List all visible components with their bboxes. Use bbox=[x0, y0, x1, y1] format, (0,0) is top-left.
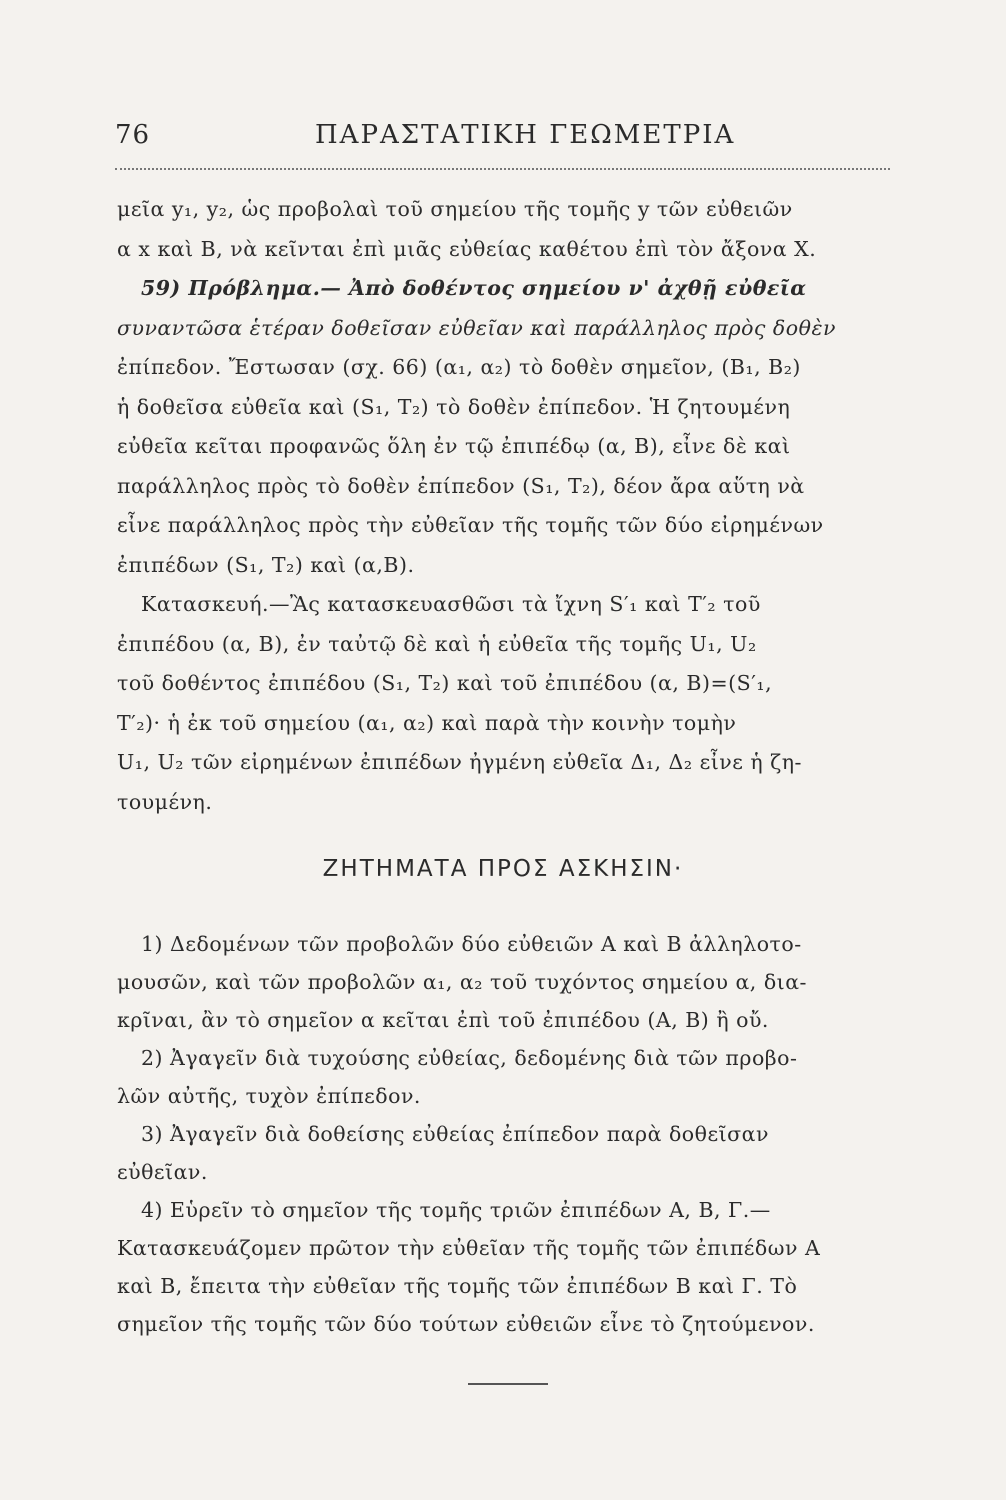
exercise-line: 4) Εὑρεῖν τὸ σημεῖον τῆς τομῆς τριῶν ἐπιπέδων A, B, Γ.— bbox=[141, 1198, 771, 1222]
end-rule bbox=[468, 1383, 548, 1385]
exercise-line: λῶν αὐτῆς, τυχὸν ἐπίπεδον. bbox=[117, 1084, 421, 1108]
exercise-line: σημεῖον τῆς τομῆς τῶν δύο τούτων εὐθειῶν εἶνε τὸ ζητούμενον. bbox=[117, 1312, 815, 1336]
main-text bbox=[117, 190, 907, 822]
text-line: μεῖα y₁, y₂, ὡς προβολαὶ τοῦ σημείου τῆς τομῆς y τῶν εὐθειῶν bbox=[117, 197, 793, 221]
exercise-line: Κατασκευάζομεν πρῶτον τὴν εὐθεῖαν τῆς τομῆς τῶν ἐπιπέδων A bbox=[117, 1236, 821, 1260]
text-line: τουμένη. bbox=[117, 789, 213, 814]
text-line: συναντῶσα ἑτέραν δοθεῖσαν εὐθεῖαν καὶ παράλληλος πρὸς δοθὲν bbox=[117, 315, 836, 340]
exercise-line: μουσῶν, καὶ τῶν προβολῶν α₁, α₂ τοῦ τυχόντος σημείου α, δια- bbox=[117, 970, 807, 994]
text-line: ἐπιπέδου (α, B), ἐν ταὐτῷ δὲ καὶ ἡ εὐθεῖα τῆς τομῆς U₁, U₂ bbox=[117, 631, 757, 656]
text-line: εἶνε παράλληλος πρὸς τὴν εὐθεῖαν τῆς τομῆς τῶν δύο εἰρημένων bbox=[117, 513, 824, 537]
text-line: α x καὶ B, νὰ κεῖνται ἐπὶ μιᾶς εὐθείας καθέτου ἐπὶ τὸν ἄξονα X. bbox=[117, 236, 817, 261]
page-header bbox=[115, 120, 890, 160]
header-rule bbox=[115, 168, 890, 170]
exercises-list bbox=[117, 925, 907, 1343]
exercise-line: καὶ B, ἔπειτα τὴν εὐθεῖαν τῆς τομῆς τῶν ἐπιπέδων B καὶ Γ. Τὸ bbox=[117, 1274, 798, 1298]
text-line: τοῦ δοθέντος ἐπιπέδου (S₁, T₂) καὶ τοῦ ἐπιπέδου (α, B)=(S′₁, bbox=[117, 671, 773, 695]
exercise-line: 3) Ἀγαγεῖν διὰ δοθείσης εὐθείας ἐπίπεδον παρὰ δοθεῖσαν bbox=[141, 1122, 769, 1146]
exercise-line: κρῖναι, ἂν τὸ σημεῖον α κεῖται ἐπὶ τοῦ ἐπιπέδου (A, B) ἢ οὔ. bbox=[117, 1008, 769, 1032]
exercise-line: 1) Δεδομένων τῶν προβολῶν δύο εὐθειῶν A καὶ B ἀλληλοτο- bbox=[141, 932, 802, 956]
text-line: εὐθεῖα κεῖται προφανῶς ὅλη ἐν τῷ ἐπιπέδῳ (α, B), εἶνε δὲ καὶ bbox=[117, 434, 791, 458]
problem-heading-line: 59) Πρόβλημα.— Ἀπὸ δοθέντος σημείου ν' ἀχθῇ εὐθεῖα bbox=[141, 276, 807, 300]
text-line: ἡ δοθεῖσα εὐθεῖα καὶ (S₁, T₂) τὸ δοθὲν ἐπίπεδον. Ἡ ζητουμένη bbox=[117, 394, 791, 419]
text-line: ἐπιπέδων (S₁, T₂) καὶ (α,B). bbox=[117, 552, 415, 577]
section-title: ΖΗΤΗΜΑΤΑ ΠΡΟΣ ΑΣΚΗΣΙΝ· bbox=[322, 856, 684, 882]
text-line: U₁, U₂ τῶν εἰρημένων ἐπιπέδων ἠγμένη εὐθεῖα Δ₁, Δ₂ εἶνε ἡ ζη- bbox=[117, 750, 802, 774]
text-line: T′₂)· ἡ ἐκ τοῦ σημείου (α₁, α₂) καὶ παρὰ τὴν κοινὴν τομὴν bbox=[117, 710, 737, 735]
construction-line: Κατασκευή.—Ἂς κατασκευασθῶσι τὰ ἴχνη S′₁ καὶ T′₂ τοῦ bbox=[141, 592, 761, 616]
text-line: ἐπίπεδον. Ἔστωσαν (σχ. 66) (α₁, α₂) τὸ δοθὲν σημεῖον, (B₁, B₂) bbox=[117, 355, 801, 379]
page-number: 76 bbox=[115, 120, 151, 150]
exercise-line: 2) Ἀγαγεῖν διὰ τυχούσης εὐθείας, δεδομένης διὰ τῶν προβο- bbox=[141, 1046, 798, 1070]
exercise-line: εὐθεῖαν. bbox=[117, 1160, 208, 1184]
text-line: παράλληλος πρὸς τὸ δοθὲν ἐπίπεδον (S₁, T₂), δέον ἄρα αὕτη νὰ bbox=[117, 473, 805, 498]
running-title: ΠΑΡΑΣΤΑΤΙΚΗ ΓΕΩΜΕΤΡΙΑ bbox=[315, 120, 736, 150]
